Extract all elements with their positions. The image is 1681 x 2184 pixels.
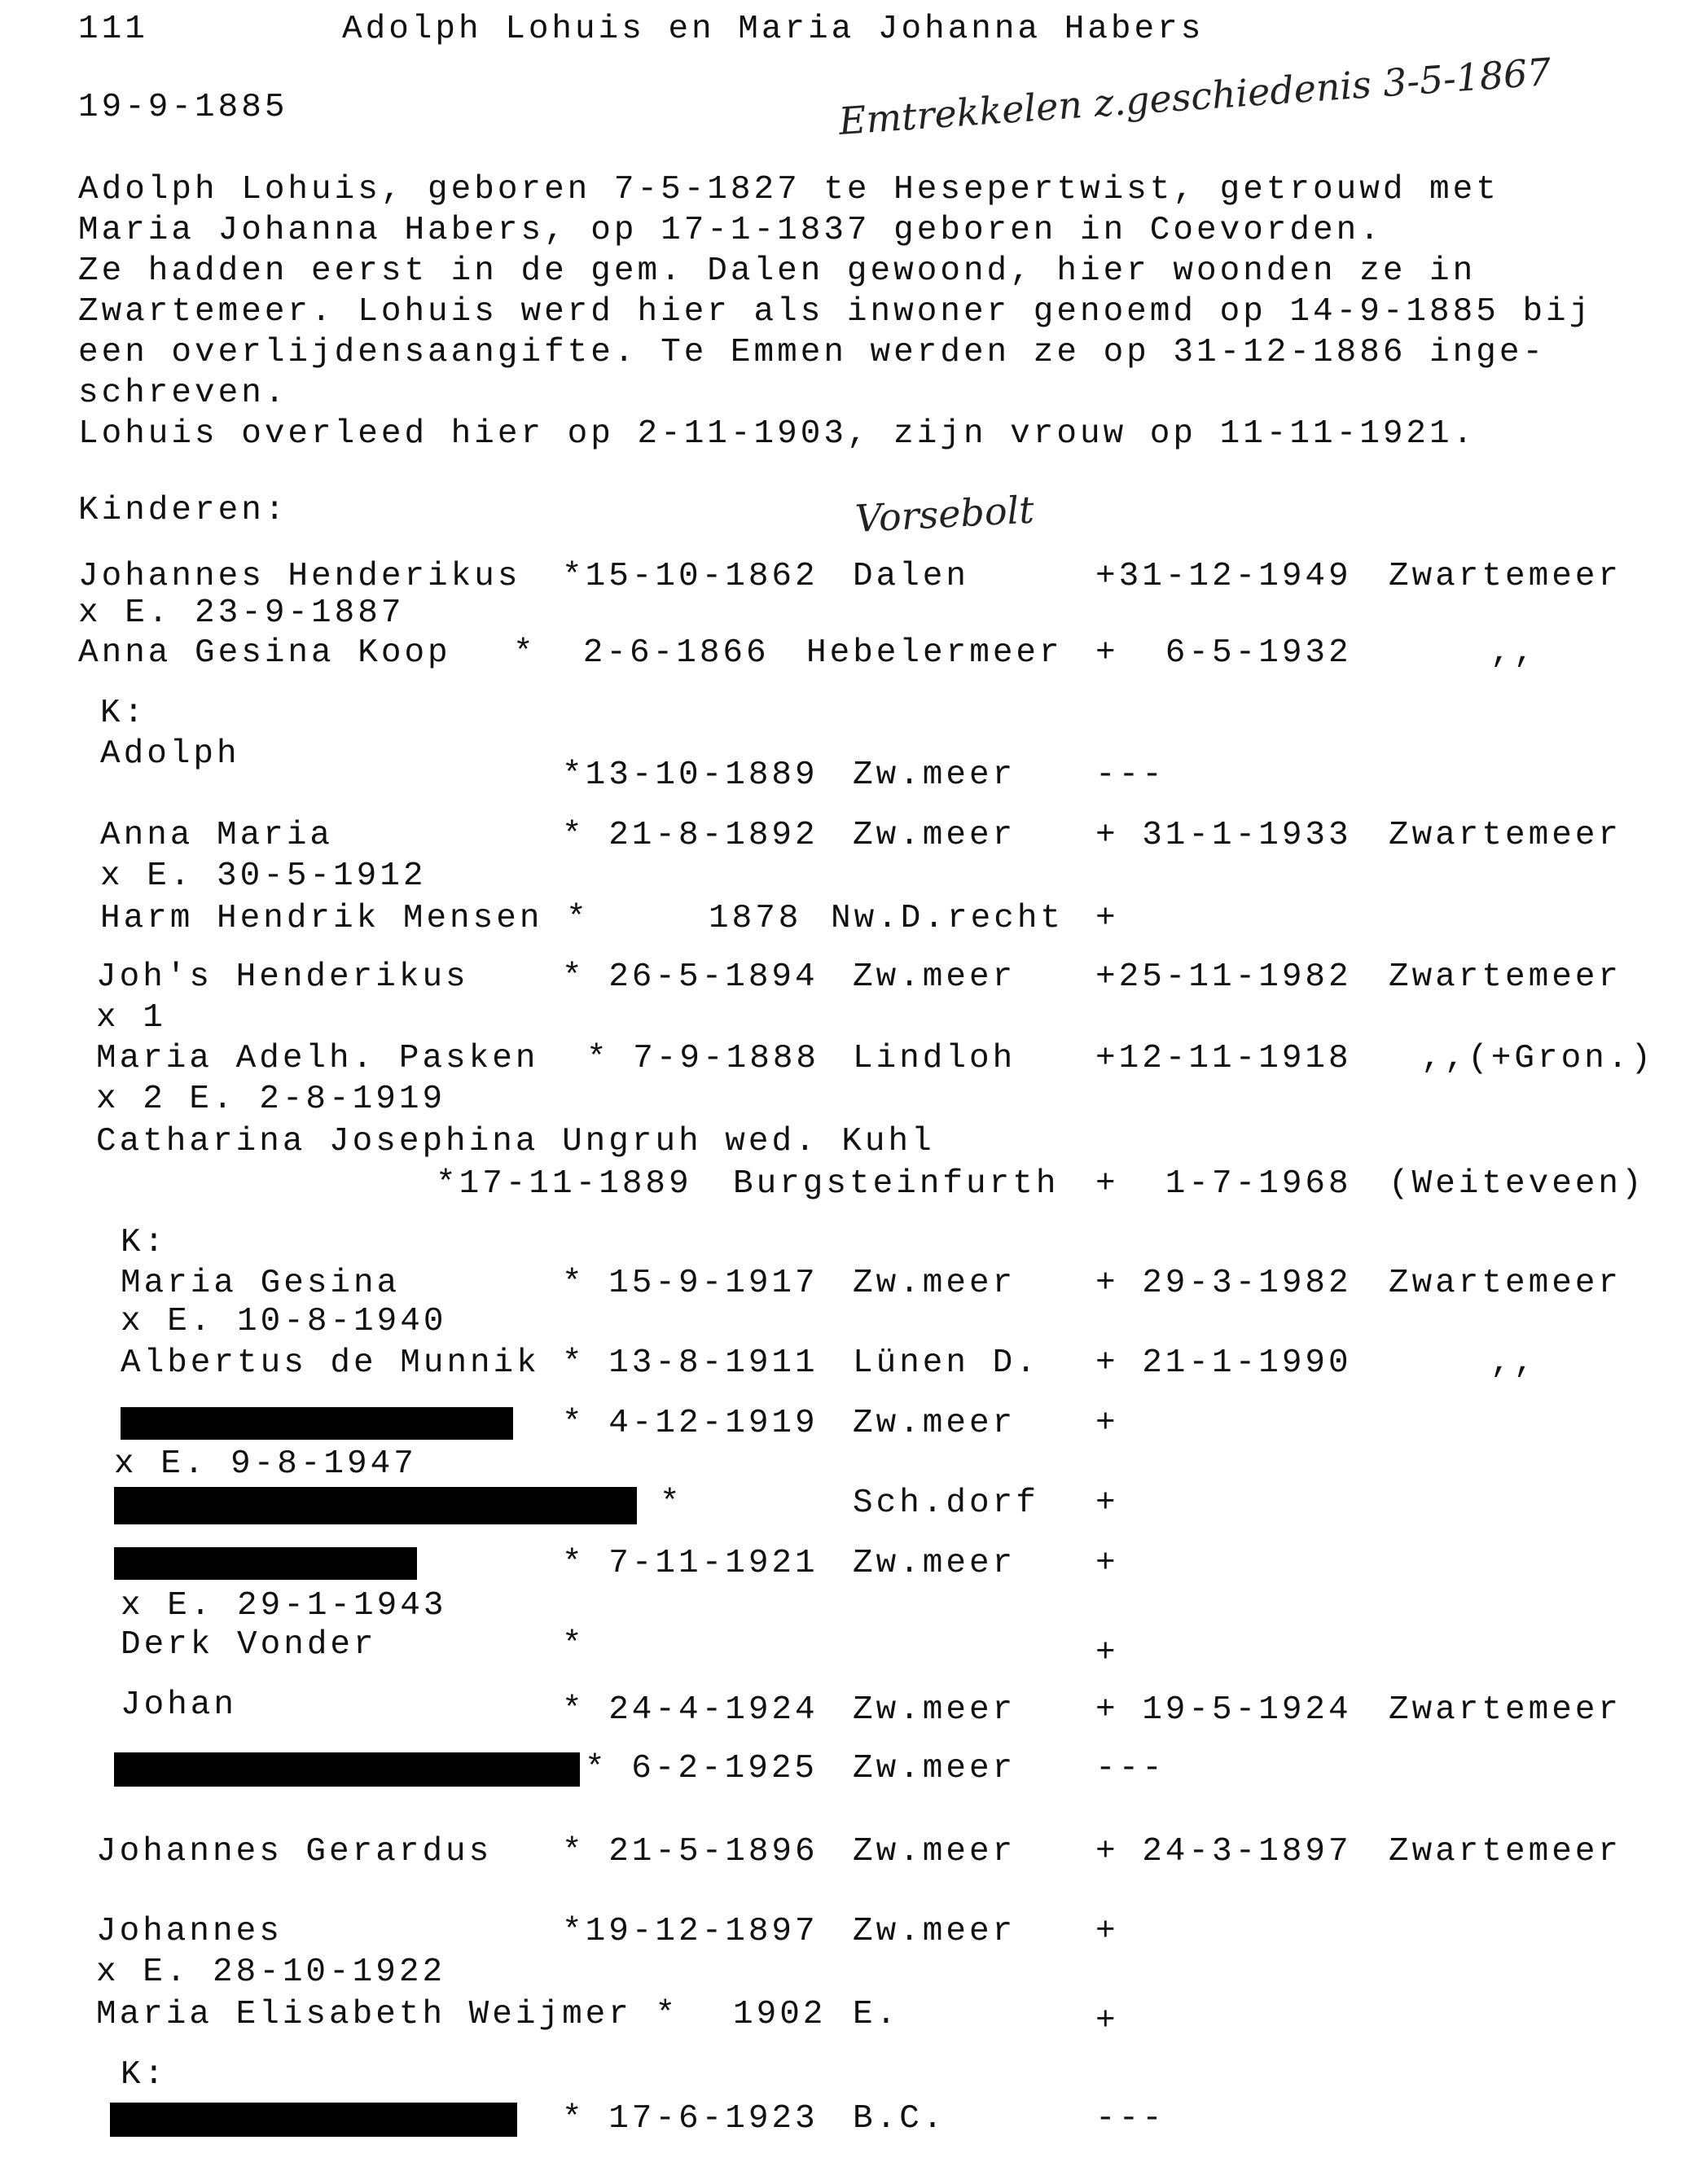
birth-place: Zw.meer <box>853 1691 1016 1729</box>
children-label: K: <box>121 2056 168 2094</box>
birth-date: * 2-6-1866 <box>513 634 770 672</box>
birth-place: Zw.meer <box>853 757 1016 794</box>
marriage-line: x E. 23-9-1887 <box>78 594 405 632</box>
death-place: Zwartemeer <box>1389 958 1622 996</box>
marriage-line: x E. 28-10-1922 <box>96 1954 446 1991</box>
marriage-line: x E. 9-8-1947 <box>114 1445 417 1483</box>
death-date: + <box>1095 1405 1119 1442</box>
birth-date: *13-10-1889 <box>562 757 819 794</box>
birth-date: * 6-2-1925 <box>585 1750 819 1787</box>
birth-date: * 21-8-1892 <box>562 817 819 854</box>
death-place: ,, <box>1490 1344 1538 1382</box>
handwritten-note: Emtrekkelen z.geschiedenis 3-5-1867 <box>837 49 1553 143</box>
birth-place: Zw.meer <box>853 1833 1016 1870</box>
birth-date: * 13-8-1911 <box>562 1344 819 1382</box>
intro-line: schreven. <box>78 375 288 412</box>
redaction-bar <box>121 1407 513 1440</box>
death-date: + 6-5-1932 <box>1095 634 1352 672</box>
death-date: + <box>1095 1545 1119 1582</box>
birth-place: Lünen D. <box>853 1344 1039 1382</box>
death-place: (Weiteveen) <box>1389 1165 1645 1203</box>
intro-line: Maria Johanna Habers, op 17-1-1837 geboren in Coevorden. <box>78 212 1383 249</box>
birth-place: Zw.meer <box>853 1750 1016 1787</box>
person-name: Johannes Henderikus <box>78 558 521 595</box>
person-name: Maria Elisabeth Weijmer * <box>96 1996 679 2033</box>
intro-line: Lohuis overleed hier op 2-11-1903, zijn vrouw op 11-11-1921. <box>78 415 1477 453</box>
death-place: Zwartemeer <box>1389 1265 1622 1302</box>
person-name: Maria Gesina <box>121 1265 401 1302</box>
marriage-line: x E. 10-8-1940 <box>121 1303 447 1340</box>
person-name: Anna Gesina Koop <box>78 634 451 672</box>
marriage-line: x 2 E. 2-8-1919 <box>96 1081 446 1118</box>
birth-place: Zw.meer <box>853 1265 1016 1302</box>
death-date: +31-12-1949 <box>1095 558 1352 595</box>
death-place: Zwartemeer <box>1389 817 1622 854</box>
death-date: + <box>1095 900 1119 937</box>
birth-date: * 7-11-1921 <box>562 1545 819 1582</box>
birth-place: Zw.meer <box>853 1913 1016 1950</box>
birth-place: Hebelermeer <box>806 634 1063 672</box>
death-date: + <box>1095 2002 1119 2040</box>
person-name: Johannes Gerardus <box>96 1833 493 1870</box>
birth-place: Zw.meer <box>853 1405 1016 1442</box>
birth-date: 1902 <box>733 1996 827 2033</box>
intro-line: Ze hadden eerst in de gem. Dalen gewoond, hier woonden ze in <box>78 252 1477 290</box>
redaction-bar <box>110 2103 517 2137</box>
birth-date: * 7-9-1888 <box>586 1040 820 1077</box>
page-title: Adolph Lohuis en Maria Johanna Habers <box>342 11 1205 48</box>
death-date: + <box>1095 1913 1119 1950</box>
person-name: Harm Hendrik Mensen * <box>100 900 590 937</box>
birth-date: 1878 <box>709 900 802 937</box>
birth-place: Lindloh <box>853 1040 1016 1077</box>
death-date: + 24-3-1897 <box>1095 1833 1352 1870</box>
birth-place: Zw.meer <box>853 958 1016 996</box>
death-date: + 21-1-1990 <box>1095 1344 1352 1382</box>
marriage-line: x 1 <box>96 999 166 1037</box>
birth-date: * 21-5-1896 <box>562 1833 819 1870</box>
person-name: Derk Vonder <box>121 1626 377 1664</box>
death-place: Zwartemeer <box>1389 1833 1622 1870</box>
birth-place: Zw.meer <box>853 1545 1016 1582</box>
person-name: Maria Adelh. Pasken <box>96 1040 539 1077</box>
birth-place: B.C. <box>853 2100 946 2138</box>
person-name: Anna Maria <box>100 817 334 854</box>
kinderen-label: Kinderen: <box>78 492 288 529</box>
birth-date: *19-12-1897 <box>562 1913 819 1950</box>
intro-line: Adolph Lohuis, geboren 7-5-1827 te Hesepertwist, getrouwd met <box>78 171 1499 208</box>
person-name: Albertus de Munnik <box>121 1344 540 1382</box>
person-name: Johan <box>121 1686 238 1724</box>
death-date: + 31-1-1933 <box>1095 817 1352 854</box>
intro-line: Zwartemeer. Lohuis werd hier als inwoner genoemd op 14-9-1885 bij <box>78 293 1593 331</box>
birth-place: Zw.meer <box>853 817 1016 854</box>
handwritten-place-note: Vorsebolt <box>854 487 1035 541</box>
death-place: ,, <box>1490 634 1538 672</box>
birth-date: * 26-5-1894 <box>562 958 819 996</box>
birth-date: * 4-12-1919 <box>562 1405 819 1442</box>
birth-place: Nw.D.recht <box>831 900 1064 937</box>
birth-date: * <box>660 1485 683 1522</box>
redaction-bar <box>114 1752 580 1787</box>
person-name: Catharina Josephina Ungruh wed. Kuhl <box>96 1123 935 1160</box>
redaction-bar <box>114 1547 417 1580</box>
death-date: + 19-5-1924 <box>1095 1691 1352 1729</box>
death-place: Zwartemeer <box>1389 1691 1622 1729</box>
marriage-line: x E. 30-5-1912 <box>100 857 427 895</box>
person-name: Johannes <box>96 1913 283 1950</box>
death-date: +25-11-1982 <box>1095 958 1352 996</box>
birth-date: * 17-6-1923 <box>562 2100 819 2138</box>
death-date: --- <box>1095 1750 1165 1787</box>
birth-place: E. <box>853 1996 900 2033</box>
person-name: Joh's Henderikus <box>96 958 469 996</box>
children-label: K: <box>121 1224 168 1261</box>
death-date: --- <box>1095 757 1165 794</box>
birth-date: *15-10-1862 <box>562 558 819 595</box>
birth-place: Burgsteinfurth <box>733 1165 1060 1203</box>
death-date: +12-11-1918 <box>1095 1040 1352 1077</box>
birth-date: * 24-4-1924 <box>562 1691 819 1729</box>
birth-date: * 15-9-1917 <box>562 1265 819 1302</box>
birth-place: Sch.dorf <box>853 1485 1039 1522</box>
intro-line: een overlijdensaangifte. Te Emmen werden ze op 31-12-1886 inge- <box>78 334 1547 371</box>
children-label: K: <box>100 695 147 732</box>
birth-date: *17-11-1889 <box>436 1165 692 1203</box>
redaction-bar <box>114 1487 637 1524</box>
death-date: + <box>1095 1634 1119 1672</box>
record-date: 19-9-1885 <box>78 89 288 126</box>
death-date: + 1-7-1968 <box>1095 1165 1352 1203</box>
death-place: Zwartemeer <box>1389 558 1622 595</box>
marriage-line: x E. 29-1-1943 <box>121 1587 447 1625</box>
death-date: + 29-3-1982 <box>1095 1265 1352 1302</box>
birth-place: Dalen <box>853 558 970 595</box>
death-place: ,,(+Gron.) <box>1421 1040 1655 1077</box>
birth-date: * <box>562 1626 586 1664</box>
death-date: + <box>1095 1485 1119 1522</box>
death-date: --- <box>1095 2100 1165 2138</box>
page-number: 111 <box>78 11 148 48</box>
person-name: Adolph <box>100 735 240 773</box>
